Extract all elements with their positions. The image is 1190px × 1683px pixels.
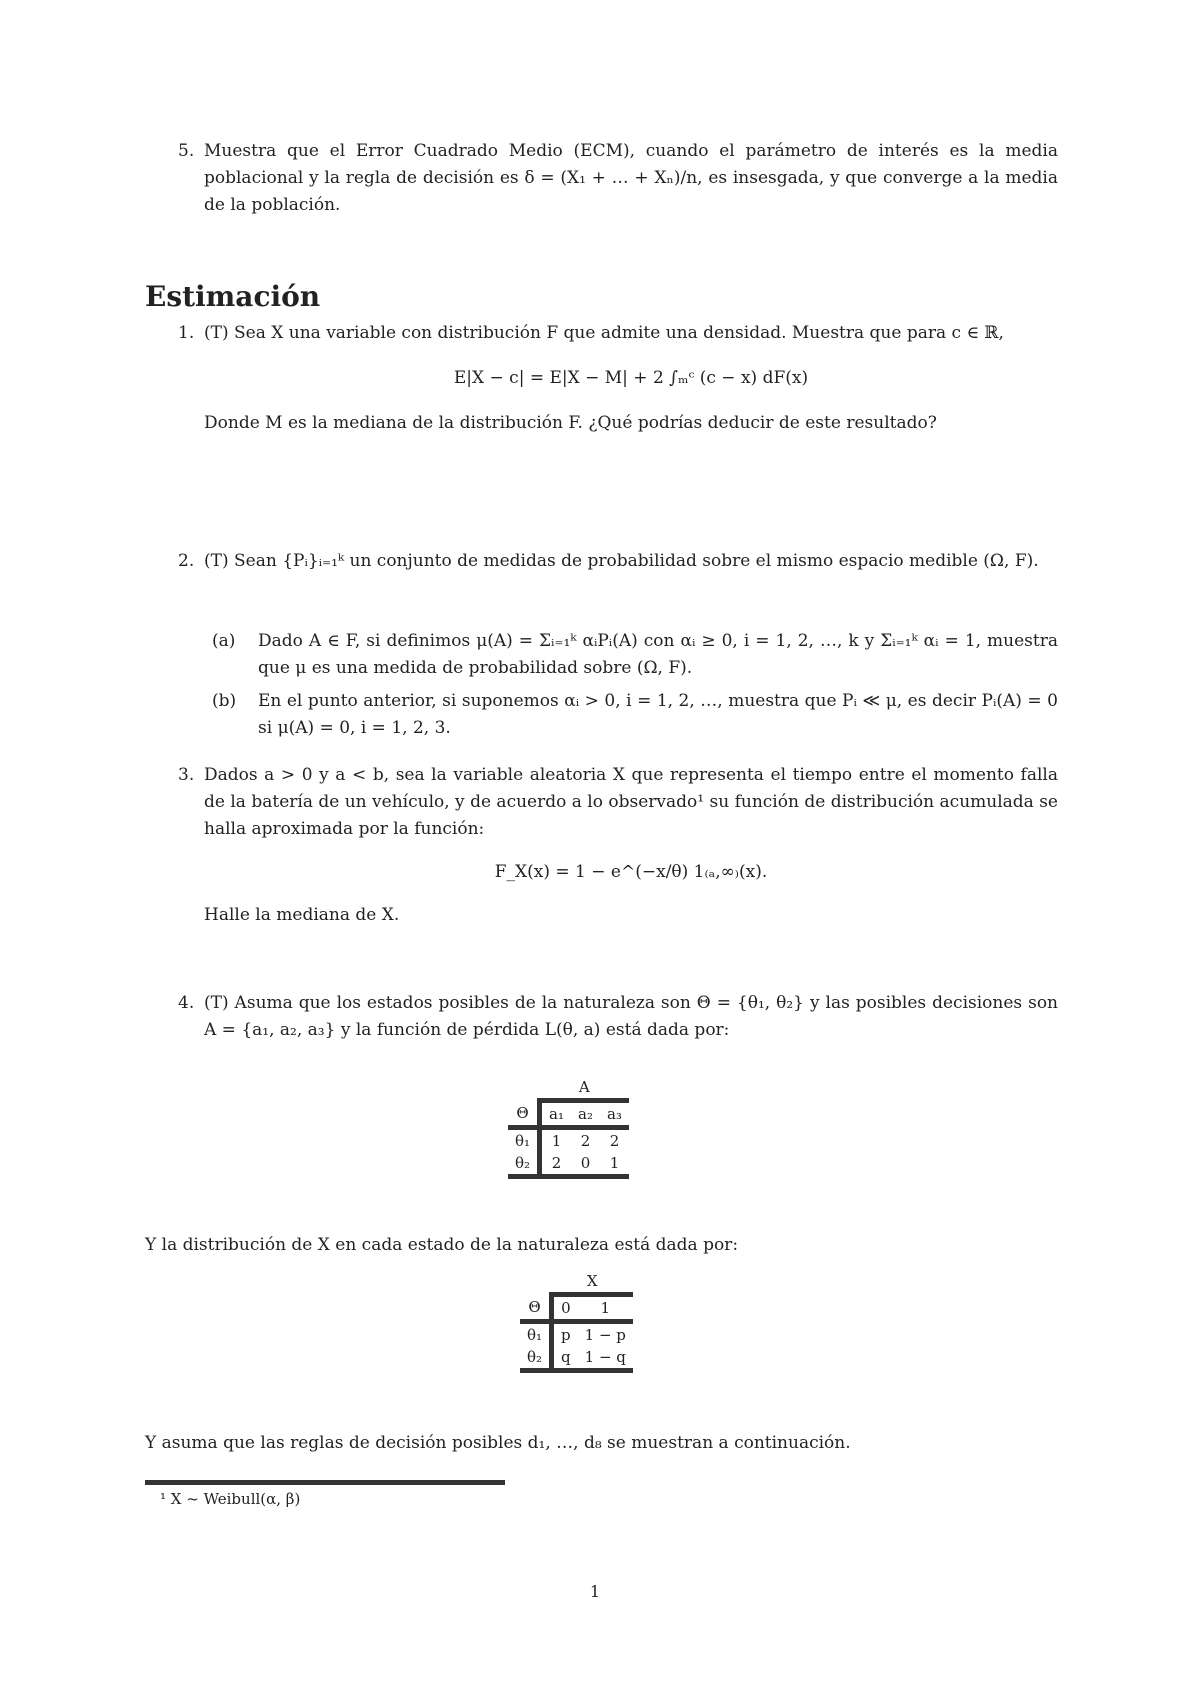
item-text: Dados a > 0 y a < b, sea la variable aleatoria X que representa el tiempo entre el momento falla de la batería de un vehículo, y de acuerdo a lo observado¹ su función de distribución acumulada se halla aproximada por la función: (204, 765, 1058, 839)
subitem-text: En el punto anterior, si suponemos αᵢ > 0, i = 1, 2, …, muestra que Pᵢ ≪ μ, es decir Pᵢ(A) = 0 si μ(A) = 0, i = 1, 2, 3. (258, 691, 1058, 738)
item-5 (178, 138, 1058, 219)
item-text: Muestra que el Error Cuadrado Medio (ECM), cuando el parámetro de interés es la media poblacional y la regla de decisión es δ = (X₁ + … + Xₙ)/n, es insesgada, y que converge a la media de la población. (204, 141, 1058, 215)
item-text: (T) Asuma que los estados posibles de la naturaleza son Θ = {θ₁, θ₂} y las posibles decisiones son A = {a₁, a₂, a₃} y la función de pérdida L(θ, a) está dada por: (204, 993, 1058, 1040)
item-3 (178, 762, 1058, 929)
table-row (508, 1152, 629, 1177)
subitem-b (212, 688, 1058, 742)
subitem-a (212, 628, 1058, 682)
table-cell: q (552, 1346, 578, 1371)
table-top-label: A (578, 1078, 590, 1096)
table-cell: 2 (609, 1132, 620, 1150)
table-cell: 1 (540, 1128, 571, 1153)
paragraph-distribution: Y la distribución de X en cada estado de la naturaleza está dada por: (145, 1235, 739, 1255)
row-label: θ₁ (527, 1326, 543, 1344)
table-header: 1 (578, 1295, 633, 1322)
distribution-table (520, 1270, 633, 1373)
subitem-text: Dado A ∈ F, si definimos μ(A) = Σᵢ₌₁ᵏ αᵢPᵢ(A) con αᵢ ≥ 0, i = 1, 2, …, k y Σᵢ₌₁ᵏ αᵢ = 1, muestra que μ es una medida de probabilidad sobre (Ω, F). (258, 631, 1058, 678)
table-cell: 1 − q (578, 1346, 633, 1371)
paragraph-rules: Y asuma que las reglas de decisión posibles d₁, …, d₈ se muestran a continuación. (145, 1433, 851, 1453)
table-row (508, 1128, 629, 1153)
item-number: 4. (178, 993, 195, 1013)
item-text-after: Donde M es la mediana de la distribución F. ¿Qué podrías deducir de este resultado? (204, 413, 937, 433)
loss-table (508, 1076, 629, 1179)
page-number: 1 (589, 1582, 601, 1601)
row-label: θ₁ (515, 1132, 531, 1150)
item-1 (178, 320, 1058, 437)
subitem-label: (b) (212, 691, 237, 711)
item-number: 1. (178, 323, 195, 343)
table-cell: 2 (580, 1132, 591, 1150)
table-cell: 0 (571, 1152, 600, 1177)
formula: F_X(x) = 1 − e^(−x/θ) 1₍ₐ,∞₎(x). (494, 862, 768, 882)
item-number: 5. (178, 141, 195, 161)
item-number: 3. (178, 765, 195, 785)
table-row (520, 1322, 633, 1347)
item-text-after: Halle la mediana de X. (204, 905, 400, 925)
formula: E|X − c| = E|X − M| + 2 ∫ₘᶜ (c − x) dF(x) (453, 368, 809, 388)
table-corner: Θ (508, 1101, 540, 1128)
item-text: (T) Sean {Pᵢ}ᵢ₌₁ᵏ un conjunto de medidas de probabilidad sobre el mismo espacio medible (Ω, F). (204, 551, 1039, 571)
table-row (520, 1346, 633, 1371)
item-4 (178, 990, 1058, 1044)
footnote: ¹ X ~ Weibull(α, β) (160, 1490, 301, 1508)
item-text: (T) Sea X una variable con distribución F que admite una densidad. Muestra que para c ∈ ℝ, (204, 323, 1004, 343)
row-label: θ₂ (520, 1346, 552, 1371)
table-header: a₁ (540, 1101, 571, 1128)
table-cell: 2 (540, 1152, 571, 1177)
subitem-label: (a) (212, 631, 236, 651)
table-header: a₃ (600, 1101, 629, 1128)
table-header: 0 (552, 1295, 578, 1322)
row-label: θ₂ (508, 1152, 540, 1177)
table-cell: p (552, 1322, 578, 1347)
section-title: Estimación (145, 280, 321, 313)
table-cell: 1 (600, 1152, 629, 1177)
table-corner: Θ (520, 1295, 552, 1322)
item-2 (178, 548, 1058, 575)
footnote-rule (145, 1480, 505, 1485)
table-top-label: X (586, 1272, 598, 1290)
table-cell: 1 − p (584, 1326, 626, 1344)
item-number: 2. (178, 551, 195, 571)
table-header: a₂ (571, 1101, 600, 1128)
